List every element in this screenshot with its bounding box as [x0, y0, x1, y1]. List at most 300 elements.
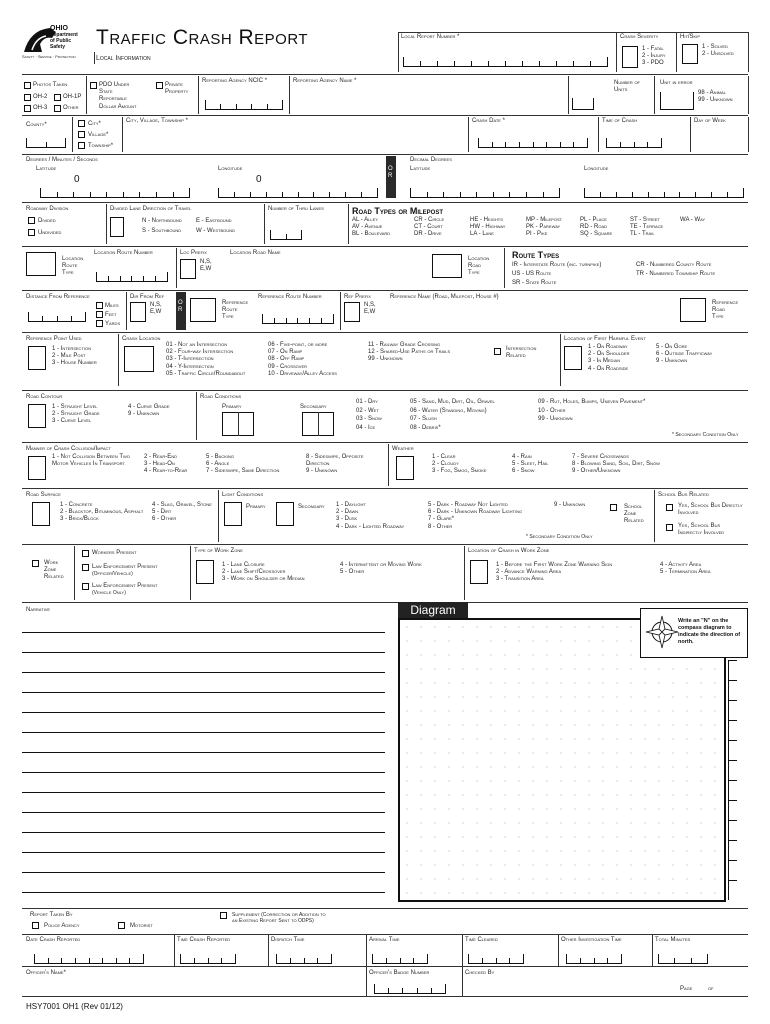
loc-prefix-field[interactable]: [180, 259, 196, 279]
cond-04: 04 - Ice: [356, 425, 376, 432]
wz-type-1: 1 - Lane Closure: [222, 562, 265, 568]
light-secondary-note: * Secondary Condition Only: [526, 534, 593, 540]
location-route-number-field[interactable]: [96, 272, 168, 282]
dir-n: N - Northbound: [142, 218, 182, 224]
supplement-checkbox[interactable]: [220, 912, 227, 919]
officers-badge-field[interactable]: [374, 984, 446, 994]
crash-severity-box[interactable]: [622, 46, 638, 68]
surface-3: 3 - Brick/Block: [60, 516, 99, 523]
undivided-checkbox[interactable]: [28, 229, 35, 236]
lrt-line2: Route: [62, 263, 78, 270]
agency-ncic-field[interactable]: [205, 100, 283, 110]
weather-4: 4 - Rain: [512, 454, 532, 460]
oh3-checkbox[interactable]: [24, 105, 31, 112]
reference-route-number-field[interactable]: [262, 314, 334, 324]
lroad-line2: Road: [468, 263, 482, 270]
ref-point-house-number: 3 - House Number: [52, 360, 97, 367]
leo-line1: Law Enforcement Present: [92, 564, 158, 570]
crash-date-field[interactable]: [478, 138, 588, 148]
time-of-crash-field[interactable]: [606, 138, 662, 148]
location-road-type-field[interactable]: [432, 254, 462, 278]
pdo-line1: PDO Under: [99, 82, 130, 88]
light-9: 9 - Unknown: [554, 502, 586, 508]
wz-loc-1: 1 - Before the First Work Zone Warning Sign: [496, 562, 613, 568]
crash-date-label: Crash Date *: [472, 118, 505, 124]
lrt-line1: Location: [62, 256, 84, 262]
arrival-time-field[interactable]: [372, 954, 428, 964]
loc-prefix-options: [200, 259, 212, 273]
contour-3: 3 - Curve Level: [52, 418, 92, 425]
wz-loc-col2: [660, 562, 711, 576]
unit-in-error-label: Unit in error: [660, 80, 693, 86]
route-type-sr: SR - State Route: [512, 280, 557, 286]
ir-line2: Related: [506, 353, 526, 360]
fhe-1: 1 - On Roadway: [588, 344, 628, 350]
manner-of-collision-field[interactable]: [28, 456, 46, 480]
decimal-degrees-label: Decimal Degrees: [410, 157, 452, 163]
logo-line3: of Public: [50, 38, 72, 44]
manner-5: 5 - Backing: [206, 454, 235, 460]
school-bus-direct-checkbox[interactable]: [666, 504, 673, 511]
hit-skip-unsolved: 2 - Unsolved: [702, 51, 734, 58]
decimal-longitude-field[interactable]: [584, 188, 744, 198]
school-bus-indirect-checkbox[interactable]: [666, 524, 673, 531]
surface-5: 5 - Dirt: [152, 509, 172, 516]
rrt-line3: Type: [222, 314, 234, 321]
road-type-la: LA - Lane: [470, 231, 494, 238]
light-8: 8 - Other: [428, 523, 453, 530]
cond-03: 03 - Snow: [356, 416, 382, 423]
reference-point-field[interactable]: [28, 346, 46, 370]
agency-name-label: Reporting Agency Name *: [293, 78, 357, 84]
dir-s: S - Southbound: [142, 228, 182, 234]
unit-error-options: [698, 90, 733, 104]
agency-ncic-label: Reporting Agency NCIC *: [202, 78, 268, 84]
time-of-crash-label: Time of Crash: [602, 118, 638, 124]
fhe-2: 2 - On Shoulder: [588, 351, 630, 358]
fhe-9: 9 - Unknown: [656, 358, 688, 365]
unit-error-unknown: 99 - Unknown: [698, 97, 733, 104]
cond-10: 10 - Other: [538, 407, 566, 414]
wz-line3: Related: [44, 574, 64, 581]
road-type-sq: SQ - Square: [580, 231, 613, 238]
road-type-cr: CR - Circle: [414, 217, 445, 223]
diagram-title: Diagram: [398, 602, 468, 618]
road-types-grid: [352, 217, 720, 239]
road-type-tl: TL - Trail: [630, 231, 655, 238]
conditions-col2: [410, 398, 495, 433]
dir-from-ref-label: Dir From Ref: [130, 294, 165, 300]
county-field[interactable]: [26, 138, 66, 148]
first-harmful-event-field[interactable]: [564, 346, 582, 370]
weather-col2: [512, 454, 548, 476]
workers-present-label: Workers Present: [92, 550, 137, 556]
intersection-related-checkbox[interactable]: [494, 348, 501, 355]
city-village-township-label: City, Village, Township *: [126, 118, 188, 124]
weather-1: 1 - Clear: [432, 454, 456, 460]
local-information-label: Local Information: [96, 55, 151, 62]
crash-location-col2: [268, 342, 337, 378]
road-type-pk: PK - Parkway: [526, 224, 561, 231]
cond-99: 99 - Unknown: [538, 416, 573, 423]
school-bus-indirect-label: Yes, School Bus Indirectly Involved: [678, 523, 725, 537]
hit-skip-options: [702, 44, 734, 58]
manner-opt-1: 1 - Not Collision Between Two Motor Vehicles In Transport: [52, 454, 130, 468]
road-type-ct: CT - Court: [414, 224, 443, 231]
road-type-al: AL - Alley: [352, 217, 378, 223]
yards-label: Yards: [105, 321, 121, 327]
unit-in-error-field[interactable]: [660, 92, 694, 110]
weather-2: 2 - Cloudy: [432, 461, 459, 468]
wz-loc-2: 2 - Advance Warning Area: [496, 569, 562, 576]
reference-route-type-label: [222, 300, 248, 322]
narrative-area[interactable]: [22, 620, 386, 900]
road-contour-field[interactable]: [28, 404, 46, 428]
wz-line1: Work: [44, 560, 59, 566]
route-types-title: Route Types: [512, 250, 560, 260]
contour-col2: [128, 404, 170, 418]
manner-2: 2 - Rear-End: [144, 454, 178, 460]
manner-9: 9 - Unknown: [306, 468, 338, 475]
other-investigation-time-label: Other Investigation Time: [561, 937, 622, 943]
local-report-number-field[interactable]: [403, 57, 608, 67]
location-in-work-zone-label: Location of Crash in Work Zone: [468, 548, 550, 554]
road-cond-primary-label: Primary: [222, 404, 242, 410]
work-zone-related-checkbox[interactable]: [32, 560, 39, 567]
type-of-work-zone-field[interactable]: [196, 560, 214, 584]
private-line2: Property: [165, 89, 189, 96]
dir-from-ref-field[interactable]: [130, 302, 146, 322]
hit-skip-label: Hit/Skip: [680, 34, 701, 40]
compass-icon[interactable]: [644, 614, 680, 650]
date-crash-reported-field[interactable]: [34, 954, 144, 964]
arrival-time-label: Arrival Time: [369, 937, 400, 943]
loc-prefix-label: Loc Prefix: [180, 250, 207, 256]
yards-checkbox[interactable]: [96, 320, 103, 327]
diagram-dot-grid: [400, 620, 724, 900]
time-cleared-label: Time Cleared: [465, 937, 498, 943]
law-enforcement-vehicle-label: [92, 583, 157, 596]
road-surface-field[interactable]: [32, 502, 50, 526]
motorist-checkbox[interactable]: [118, 922, 125, 929]
law-enforcement-vehicle-checkbox[interactable]: [82, 583, 89, 590]
dir-e: E - Eastbound: [196, 218, 232, 224]
report-taken-by-label: Report Taken By: [30, 912, 73, 918]
other-label: Other: [63, 105, 79, 111]
total-minutes-label: Total Minutes: [655, 937, 691, 943]
day-of-week-label: Day of Week: [694, 118, 726, 124]
reference-name-label: Reference Name (Road, Milepost, House #): [390, 294, 499, 300]
reference-road-type-label: [712, 300, 738, 322]
ref-prefix-ew: E,W: [364, 309, 376, 316]
units-line2: Units: [614, 87, 628, 94]
crash-location-field[interactable]: [124, 346, 154, 372]
dir-ref-ew: E,W: [150, 309, 162, 316]
lrt-line3: Type: [62, 270, 74, 277]
feet-checkbox[interactable]: [96, 311, 103, 318]
page-title: Traffic Crash Report: [96, 26, 309, 49]
reference-road-type-field[interactable]: [680, 298, 706, 322]
pdo-under-label: [99, 82, 136, 111]
leo-line2: (Officer/Vehicle): [92, 571, 133, 578]
rroad-line3: Type: [712, 314, 724, 321]
ref-prefix-label: Ref Prefix: [344, 294, 371, 300]
road-type-bl: BL - Boulevard: [352, 231, 391, 238]
ref-prefix-options: [364, 302, 376, 316]
supp-line2: an Existing Report Sent to ODPS): [232, 918, 314, 924]
longitude-label: Longitude: [218, 166, 243, 172]
weather-field[interactable]: [396, 456, 414, 480]
school-bus-direct-label: Yes, School Bus Directly Involved: [678, 503, 743, 517]
light-4: 4 - Dark - Lighted Roadway: [336, 523, 405, 530]
light-1: 1 - Daylight: [336, 502, 366, 508]
logo-line2: Department: [50, 32, 78, 38]
light-secondary-field[interactable]: [276, 502, 294, 526]
dispatch-time-field[interactable]: [276, 954, 332, 964]
dir-ref-ns: N,S,: [150, 302, 162, 308]
local-report-number-label: Local Report Number *: [401, 34, 460, 40]
units-line1: Number of: [614, 80, 640, 86]
city-checkbox[interactable]: [78, 120, 85, 127]
diagram-side-ruler: [728, 660, 748, 900]
cl-10: 10 - Driveway/Alley Access: [268, 370, 337, 377]
road-type-he: HE - Heights: [470, 217, 503, 223]
road-surface-label: Road Surface: [26, 492, 61, 498]
wz-type-5: 5 - Other: [340, 569, 365, 576]
pdo-line4: Dollar Amount: [99, 103, 137, 110]
wz-loc-4: 4 - Activity Area: [660, 562, 702, 568]
supp-line1: Supplement (Correction or Addition to: [232, 912, 326, 918]
private-line1: Private: [165, 82, 183, 88]
divided-lane-label: Divided Lane Direction of Travel: [110, 206, 192, 212]
form-id: HSY7001 OH1 (Rev 01/12): [26, 1002, 123, 1011]
police-agency-checkbox[interactable]: [32, 922, 39, 929]
rroad-line1: Reference: [712, 300, 739, 306]
weather-8: 8 - Blowing Sand, Soil, Dirt, Snow: [572, 461, 660, 468]
dec-longitude-label: Longitude: [584, 166, 609, 172]
first-harmful-event-label: Location of First Harmful Event: [564, 336, 646, 342]
harmful-col1: [588, 344, 629, 373]
other-checkbox[interactable]: [54, 105, 61, 112]
surface-4: 4 - Slag, Gravel, Stone: [152, 502, 212, 508]
logo-line4: Safety: [50, 44, 66, 50]
location-road-type-label: [468, 256, 489, 278]
road-type-te: TE - Terrace: [630, 224, 664, 231]
intersection-related-label: [506, 346, 536, 360]
route-type-us: US - US Route: [512, 271, 552, 277]
ref-point-intersection: 1 - Intersection: [52, 346, 92, 352]
oh1p-checkbox[interactable]: [54, 94, 61, 101]
compass-note: Write an "N" on the compass diagram to indicate the direction of north.: [678, 618, 741, 646]
road-type-pl: PL - Place: [580, 217, 607, 223]
dec-latitude-label: Latitude: [410, 166, 431, 172]
route-type-cr: CR - Numbered County Route: [636, 262, 712, 268]
lon-degree-value: 0: [256, 174, 262, 185]
surface-2: 2 - Blacktop, Bituminous, Asphalt: [60, 509, 144, 516]
wz-type-col2: [340, 562, 422, 576]
location-route-number-label: Location Route Number: [94, 250, 153, 256]
feet-label: Feet: [105, 312, 117, 318]
surface-col2: [152, 502, 214, 524]
contour-col1: [52, 404, 100, 426]
road-type-dr: DR - Drive: [414, 231, 442, 238]
surface-6: 6 - Other: [152, 516, 177, 523]
oh2-checkbox[interactable]: [24, 94, 31, 101]
weather-col3: [572, 454, 660, 476]
crash-location-label: Crash Location: [122, 336, 161, 342]
time-cleared-field[interactable]: [468, 954, 524, 964]
photos-taken-label: Photos Taken: [33, 82, 68, 88]
other-investigation-time-field[interactable]: [566, 954, 622, 964]
cond-05: 05 - Sand, Mud, Dirt, Oil, Gravel: [410, 399, 495, 405]
manner-4: 4 - Rear-to-Rear: [144, 468, 188, 475]
sz-line3: Related: [624, 518, 644, 525]
cl-05: 05 - Traffic Circle/Roundabout: [166, 370, 246, 377]
wz-type-col1: [222, 562, 304, 584]
private-property-checkbox[interactable]: [156, 82, 163, 89]
or-text: O R: [388, 166, 393, 180]
divided-lane-field[interactable]: [110, 217, 124, 237]
crash-location-col3: [368, 342, 450, 364]
or-text-2: O R: [178, 300, 183, 314]
wz-loc-5: 5 - Termination Area: [660, 569, 711, 576]
weather-col1: [432, 454, 487, 476]
road-type-rd: RD - Road: [580, 224, 607, 231]
sz-line1: School: [624, 504, 643, 510]
severity-options: [642, 46, 666, 68]
cl-11: 11 - Railway Grade Crossing: [368, 342, 441, 348]
weather-9: 9 - Other/Unknown: [572, 468, 621, 475]
law-enforcement-officer-checkbox[interactable]: [82, 564, 89, 571]
latitude-label: Latitude: [36, 166, 57, 172]
township-label: Township*: [88, 143, 114, 149]
law-enforcement-officer-label: [92, 564, 157, 577]
distance-field[interactable]: [28, 312, 86, 322]
ref-prefix-field[interactable]: [344, 302, 360, 322]
road-types-row-3: [352, 231, 720, 238]
rrt-line1: Reference: [222, 300, 249, 306]
cl-09: 09 - Crossover: [268, 363, 308, 370]
cl-99: 99 - Unknown: [368, 356, 403, 363]
date-crash-reported-label: Date Crash Reported: [26, 937, 81, 943]
township-checkbox[interactable]: [78, 142, 85, 149]
wz-type-3: 3 - Work on Shoulder or Median: [222, 576, 305, 583]
secondary-condition-note: * Secondary Condition Only: [672, 432, 739, 438]
wz-loc-3: 3 - Transition Area: [496, 576, 544, 583]
weather-5: 5 - Sleet, Hail: [512, 461, 549, 468]
manner-col3: [206, 454, 279, 476]
manner-6: 6 - Angle: [206, 461, 230, 468]
cond-07: 07 - Slush: [410, 416, 437, 423]
miles-label: Miles: [105, 303, 119, 309]
cl-06: 06 - Five-point, or more: [268, 342, 328, 348]
longitude-dms-field[interactable]: [218, 188, 378, 198]
light-7: 7 - Glare*: [428, 516, 455, 523]
road-cond-secondary-label: Secondary: [300, 404, 327, 410]
divided-checkbox[interactable]: [28, 217, 35, 224]
light-3: 3 - Dusk: [336, 516, 358, 523]
contour-4: 4 - Curve Grade: [128, 404, 170, 410]
workers-present-checkbox[interactable]: [82, 550, 89, 557]
latitude-dms-field[interactable]: [40, 188, 190, 198]
oh2-label: OH-2: [33, 94, 48, 100]
time-crash-reported-label: Time Crash Reported: [177, 937, 231, 943]
time-crash-reported-field[interactable]: [180, 954, 236, 964]
road-types-title: Road Types or Milepost: [352, 206, 444, 216]
cl-02: 02 - Four-way Intersection: [166, 349, 234, 356]
reference-route-type-field[interactable]: [190, 298, 216, 322]
cl-07: 07 - On Ramp: [268, 349, 303, 356]
pdo-under-checkbox[interactable]: [90, 82, 97, 89]
light-2: 2 - Dawn: [336, 509, 359, 516]
fhe-4: 4 - On Roadside: [588, 365, 629, 372]
reference-route-number-label: Reference Route Number: [258, 294, 322, 300]
route-type-ir: IR - Interstate Route (inc. turnpike): [512, 262, 602, 268]
cl-01: 01 - Not an Intersection: [166, 342, 228, 348]
oh3-label: OH-3: [33, 105, 48, 111]
number-of-units-field[interactable]: [572, 98, 594, 110]
decimal-latitude-field[interactable]: [410, 188, 560, 198]
road-type-pi: PI - Pike: [526, 231, 548, 238]
oh1p-label: OH-1P: [63, 94, 82, 100]
severity-injury: 2 - Injury: [642, 53, 666, 60]
light-5: 5 - Dark - Roadway Not Lighted: [428, 502, 508, 508]
number-of-units-label: [614, 80, 640, 94]
fhe-3: 3 - In Median: [588, 358, 621, 365]
surface-col1: [60, 502, 146, 524]
logo-ohio: OHIO: [50, 25, 68, 32]
lat-degree-value: 0: [74, 174, 80, 185]
severity-pdo: 3 - PDO: [642, 60, 664, 67]
light-primary-label: Primary: [246, 504, 266, 510]
hit-skip-solved: 1 - Solved: [702, 44, 728, 50]
cond-06: 06 - Water (Standing, Moving): [410, 407, 487, 414]
distance-from-reference-label: Distance From Reference: [26, 294, 90, 300]
road-types-row-2: [352, 224, 720, 231]
lroad-line3: Type: [468, 270, 480, 277]
narrative-label: Narrative: [26, 607, 51, 613]
motorist-label: Motorist: [130, 923, 153, 929]
county-label: County*: [26, 122, 47, 128]
location-route-type-field[interactable]: [26, 252, 56, 276]
photos-taken-checkbox[interactable]: [24, 82, 31, 89]
lev-line1: Law Enforcement Present: [92, 583, 158, 589]
light-primary-field[interactable]: [224, 502, 242, 526]
officers-badge-label: Officer's Badge Number: [369, 970, 430, 976]
location-in-work-zone-field[interactable]: [470, 560, 488, 584]
miles-checkbox[interactable]: [96, 302, 103, 309]
cond-08: 08 - Debris*: [410, 425, 441, 432]
thru-lanes-field[interactable]: [270, 230, 302, 240]
road-conditions-label: Road Conditions: [200, 394, 242, 400]
village-checkbox[interactable]: [78, 131, 85, 138]
rroad-line2: Road: [712, 307, 726, 314]
total-minutes-field[interactable]: [658, 954, 708, 964]
road-type-av: AV - Avenue: [352, 224, 383, 231]
hit-skip-box[interactable]: [682, 44, 698, 64]
rrt-line2: Route: [222, 307, 238, 314]
weather-7: 7 - Severe Crosswinds: [572, 454, 629, 460]
ir-line1: Intersection: [506, 346, 537, 352]
light-col1: [336, 502, 404, 531]
conditions-col3: [538, 398, 645, 424]
cond-09: 09 - Rut, Holes, Bumps, Uneven Pavement*: [538, 399, 646, 405]
school-zone-checkbox[interactable]: [610, 504, 617, 511]
lroad-line1: Location: [468, 256, 490, 262]
contour-9: 9 - Unknown: [128, 411, 160, 418]
loc-prefix-ew: E,W: [200, 266, 212, 273]
manner-7: 7 - Sideswipe, Same Direction: [206, 468, 280, 475]
